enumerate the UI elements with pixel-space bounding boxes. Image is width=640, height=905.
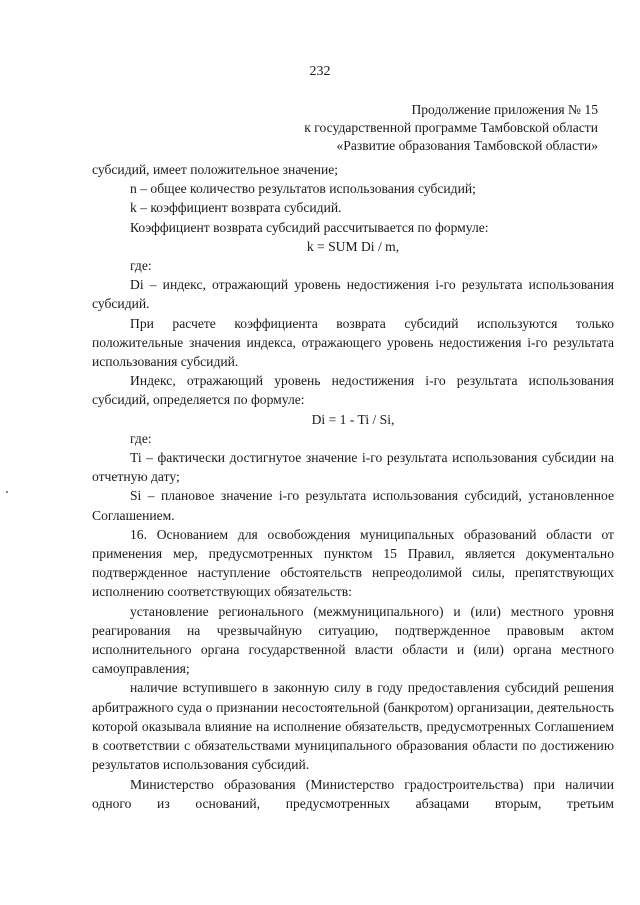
formula-di: Di = 1 - Ti / Si, [311, 411, 395, 427]
header-line-3: «Развитие образования Тамбовской области» [336, 138, 598, 153]
paragraph: субсидий, имеет положительное значение; [92, 162, 339, 177]
paragraph: Министерство образования (Министерство градостроительства) при наличии одного из оснований, предусмотренных абзацами вторым, третьим [92, 776, 614, 811]
paragraph: Si – плановое значение i-го результата использования субсидий, установленное Соглашением. [92, 488, 614, 523]
paragraph: 16. Основанием для освобождения муниципальных образований области от применения мер, предусмотренных пунктом 15 Правил, является документально подтвержденное наступление обстоятельств непреодолимой силы, препятствующих исполнению соответствующих обязательств: [92, 526, 614, 600]
scan-mark [6, 491, 8, 493]
header-line-1: Продолжение приложения № 15 [411, 102, 598, 117]
paragraph: Di – индекс, отражающий уровень недостижения i-го результата использования субсидий. [92, 277, 614, 312]
page-number: 232 [309, 64, 331, 79]
paragraph: Индекс, отражающий уровень недостижения i-го результата использования субсидий, определяется по формуле: [92, 373, 614, 408]
where-label: где: [130, 258, 152, 274]
paragraph: При расчете коэффициента возврата субсидий используются только положительные значения индекса, отражающего уровень недостижения i-го результата использования субсидий. [92, 315, 614, 370]
paragraph: k – коэффициент возврата субсидий. [130, 200, 342, 216]
paragraph: n – общее количество результатов использования субсидий; [130, 181, 476, 197]
paragraph: установление регионального (межмуниципального) и (или) местного уровня реагирования на чрезвычайную ситуацию, подтвержденное правовым актом исполнительного органа государственной власти области и (или) органа местного самоуправления; [92, 603, 614, 677]
paragraph: Коэффициент возврата субсидий рассчитывается по формуле: [130, 219, 489, 235]
appendix-header [304, 101, 598, 155]
paragraph: наличие вступившего в законную силу в году предоставления субсидий решения арбитражного суда о признании несостоятельной (банкротом) организации, деятельность которой оказывала влияние на исполнение обязательств, предусмотренных Соглашением в соответствии с обязательствами муниципального образования области по достижению результатов использования субсидий. [92, 680, 614, 773]
where-label: где: [130, 430, 152, 446]
formula-k: k = SUM Di / m, [306, 238, 400, 254]
paragraph: Ti – фактически достигнутое значение i-го результата использования субсидии на отчетную дату; [92, 450, 614, 485]
header-line-2: к государственной программе Тамбовской области [304, 120, 598, 135]
document-body [92, 160, 614, 813]
